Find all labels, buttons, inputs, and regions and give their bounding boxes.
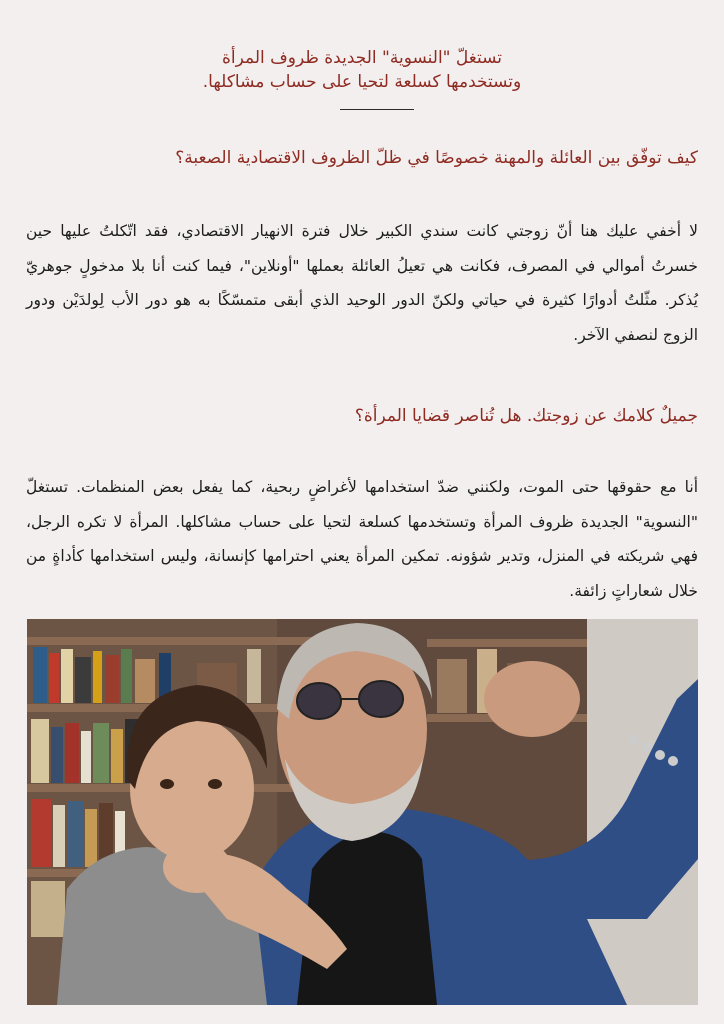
interview-answer-1: لا أخفي عليك هنا أنّ زوجتي كانت سندي الكبير خلال فترة الانهيار الاقتصادي، فقد اتّكلتُ عليها حين خسرتُ أموالي في المصرف، فكانت هي تعيلُ العائلة بعملها "أونلاين"، فيما كنت أنا بلا مدخولٍ جوهريّ يُذكر. مثّلتُ أدوارًا كثيرة في حياتي ولكنّ الدور الوحيد الذي أبقى متمسّكًا به هو دور الأب لِولدَيْن ودور الزوج لنصفي الآخر. xyxy=(26,222,698,344)
photo-father-and-son xyxy=(27,619,698,1005)
interview-question-1: كيف توفّق بين العائلة والمهنة خصوصًا في ظلّ الظروف الاقتصادية الصعبة؟ xyxy=(175,148,698,168)
pull-quote-line-1: تستغلّ "النسوية" الجديدة ظروف المرأة xyxy=(221,48,503,68)
pull-quote xyxy=(120,46,604,94)
interview-question-2: جميلٌ كلامك عن زوجتك. هل تُناصر قضايا المرأة؟ xyxy=(354,406,698,426)
pull-quote-line-2: وتستخدمها كسلعة لتحيا على حساب مشاكلها. xyxy=(202,72,522,92)
divider xyxy=(340,109,414,110)
interview-answer-2: أنا مع حقوقها حتى الموت، ولكنني ضدّ استخدامها لأغراضٍ ربحية، كما يفعل بعض المنظمات. تستغلّ "النسوية" الجديدة ظروف المرأة وتستخدمها كسلعة لتحيا على حساب مشاكلها. المرأة لا تكره الرجل، فهي شريكته في المنزل، وتدير شؤونه. تمكين المرأة يعني احترامها كإنسانة، وليس استخدامها كأداةٍ من خلال شعاراتٍ زائفة. xyxy=(26,478,698,600)
